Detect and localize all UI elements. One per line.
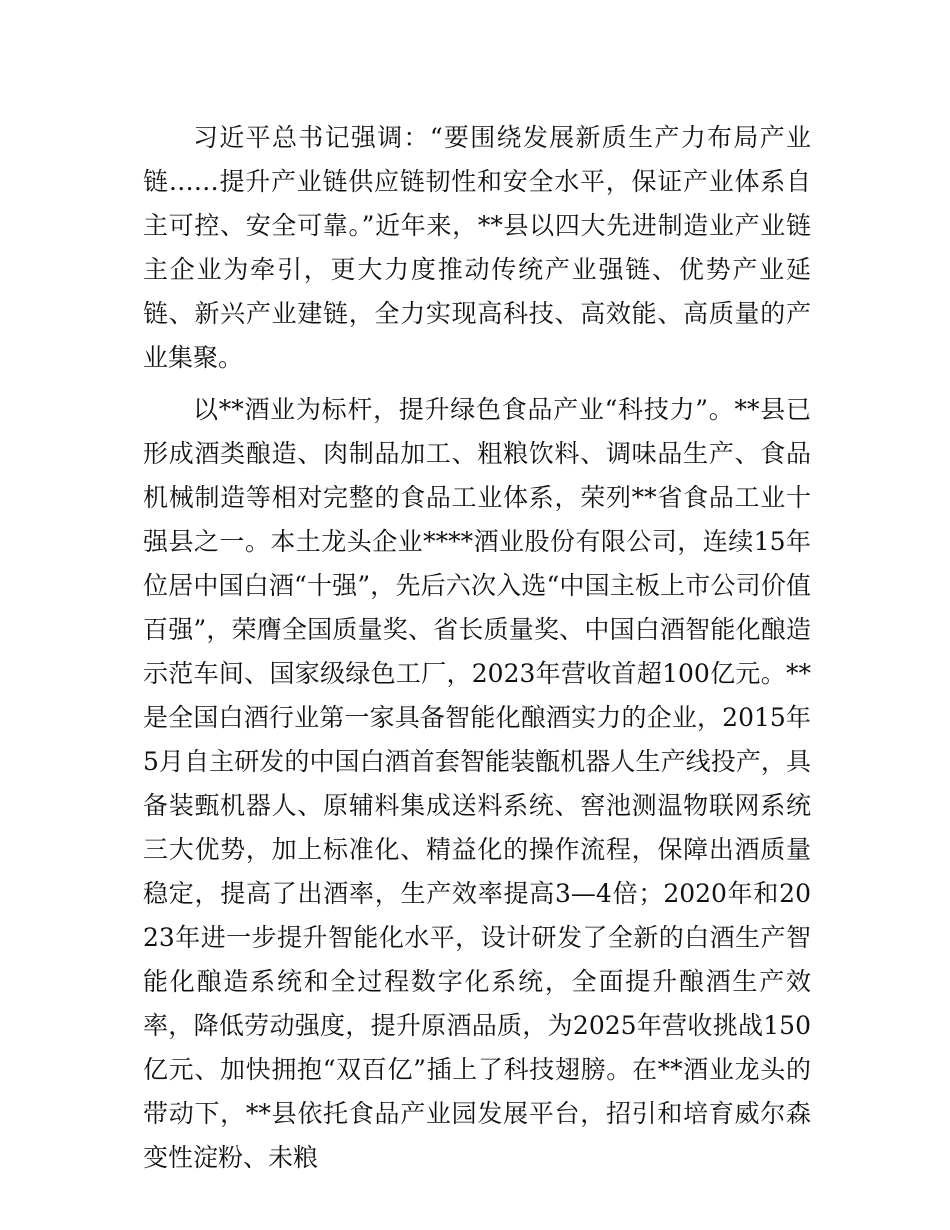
paragraph-intro: 习近平总书记强调：“要围绕发展新质生产力布局产业链……提升产业链供应链韧性和安全水平，保证产业体系自主可控、安全可靠。”近年来，**县以四大先进制造业产业链主企业为牵引，更大力度推动传统产业强链、优势产业延链、新兴产业建链，全力实现高科技、高效能、高质量的产业集聚。 — [143, 123, 811, 372]
paragraph-liquor-industry: 以**酒业为标杆，提升绿色食品产业“科技力”。**县已形成酒类酿造、肉制品加工、粗粮饮料、调味品生产、食品机械制造等相对完整的食品工业体系，荣列**省食品工业十强县之一。本土龙头企业****酒业股份有限公司，连续15年位居中国白酒“十强”，先后六次入选“中国主板上市公司价值百强”，荣膺全国质量奖、省长质量奖、中国白酒智能化酿造示范车间、国家级绿色工厂，2023年营收首超100亿元。**是全国白酒行业第一家具备智能化酿酒实力的企业，2015年5月自主研发的中国白酒首套智能装甑机器人生产线投产，具备装甄机器人、原辅料集成送料系统、窖池测温物联网系统三大优势，加上标准化、精益化的操作流程，保障出酒质量稳定，提高了出酒率，生产效率提高3—4倍；2020年和2023年进一步提升智能化水平，设计研发了全新的白酒生产智能化酿造系统和全过程数字化系统，全面提升酿酒生产效率，降低劳动强度，提升原酒品质，为2025年营收挑战150亿元、加快拥抱“双百亿”插上了科技翅膀。在**酒业龙头的带动下，**县依托食品产业园发展平台，招引和培育威尔森变性淀粉、未粮 — [143, 395, 811, 1172]
document-body — [143, 116, 811, 1180]
